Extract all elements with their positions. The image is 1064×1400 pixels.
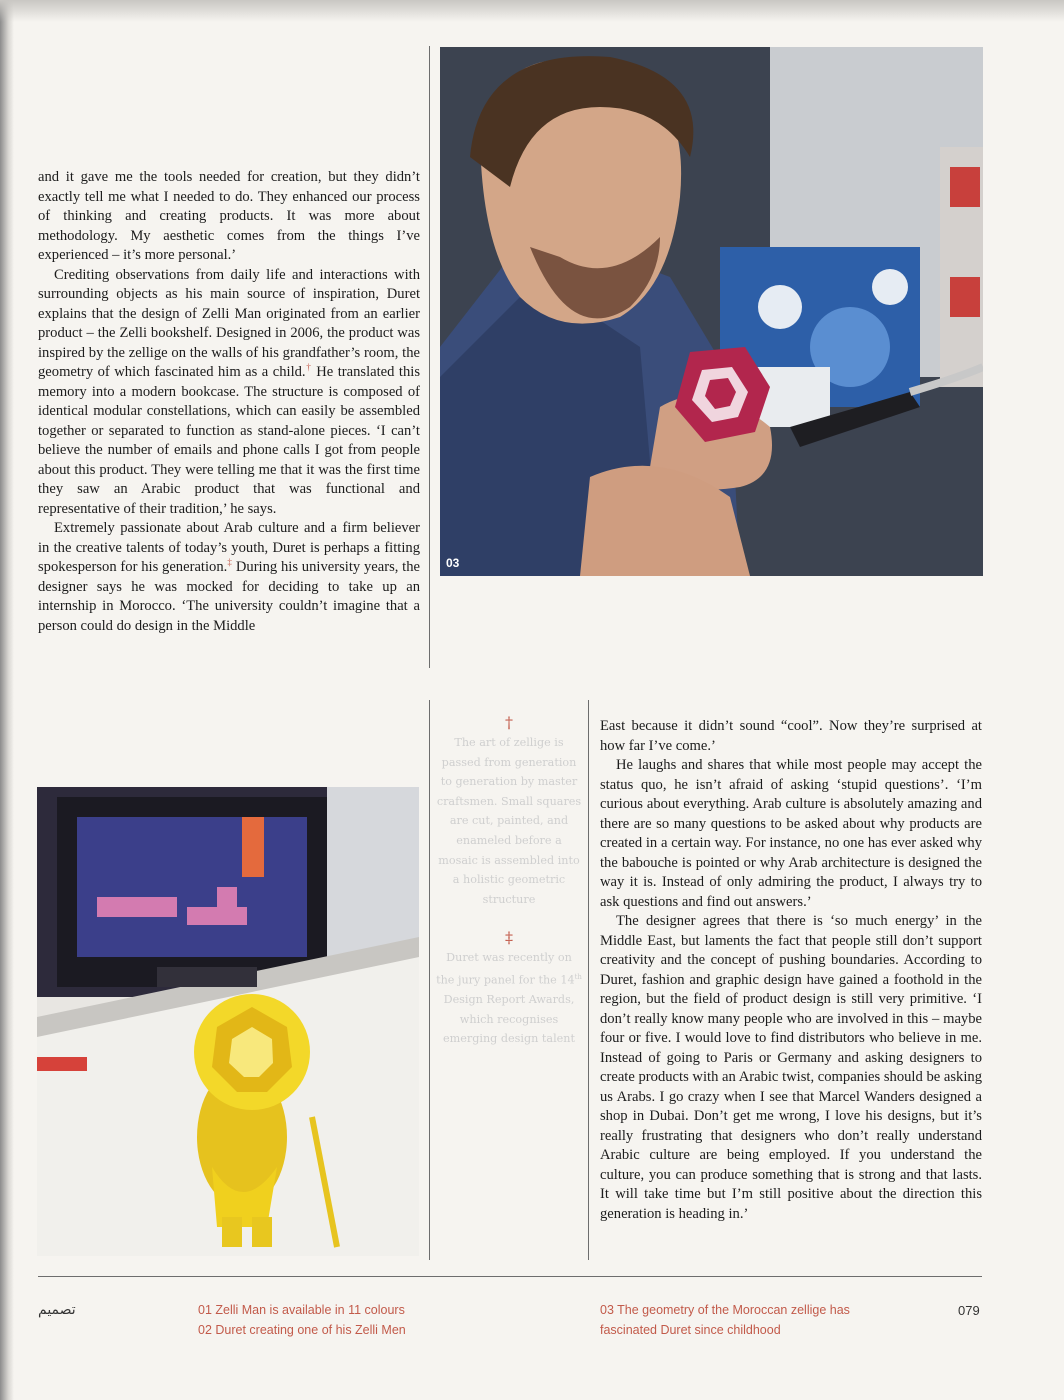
paragraph-4: East because it didn’t sound “cool”. Now they’re surprised at how far I’ve come.’ xyxy=(600,718,982,754)
paragraph-1: and it gave me the tools needed for creation, but they didn’t exactly tell me what I needed to do. They enhanced our process of thinking and creating products. It was more about methodology. My aesthetic comes from the things I’ve experienced – it’s more personal.’ xyxy=(38,169,420,263)
paragraph-2a: Crediting observations from daily life and interactions with surrounding objects as his main source of inspiration, Duret explains that the design of Zelli Man originated from an earlier product – the Zelli bookshelf. Designed in 2006, the product was inspired by the zellige on the walls of his grandfather’s room, the geometry of which fascinated him as a child. xyxy=(38,266,420,380)
side-note-2-text-a: Duret was recently on the jury panel for the 14 xyxy=(436,951,575,987)
article-column-left xyxy=(38,168,420,636)
caption-01: 01 Zelli Man is available in 11 colours xyxy=(198,1303,405,1317)
paragraph-2b: He translated this memory into a modern bookcase. The structure is composed of identical modular constellations, which can easily be assembled together or separated to function as stand-alone pieces. ‘I can’t believe the number of emails and phone calls I got from people about this product. They were telling me that it was the first time they saw an Arabic product that was functional and representative of their tradition,’ he says. xyxy=(38,364,420,517)
column-rule-middle-right xyxy=(588,700,589,1260)
paragraph-6: The designer agrees that there is ‘so much energy’ in the Middle East, but laments the fact that people still don’t support creativity and the concept of pushing boundaries. According to Duret, fashion and graphic design have gained a foothold in the region, but the field of product design is still very primitive. ‘I don’t really know many people who are involved in this – maybe four or five. I would love to find distributors who believe in me. Instead of going to Paris or Germany and asking designers to create products with an Arabic twist, companies should be asking us Arabs. I go crazy when I see that Marcel Wanders designed a shop in Dubai. Don’t get me wrong, I love his designs, but it’s really frustrating that designers who don’t really understand Arabic culture are being employed. If you understand the culture, you can produce something that is strong and that lasts. It will take time but I’m still positive about the direction this generation is heading in.’ xyxy=(600,913,982,1222)
side-note-2 xyxy=(436,928,582,1049)
side-note-2-sup: th xyxy=(574,972,582,981)
footnote-mark-double-dagger: ‡ xyxy=(227,557,233,568)
photo-number-03: 03 xyxy=(446,556,460,570)
caption-03: 03 The geometry of the Moroccan zellige has fascinated Duret since childhood xyxy=(600,1303,850,1337)
binding-shadow xyxy=(0,0,14,1400)
column-rule-middle-left xyxy=(429,700,430,1260)
side-note-1-mark: † xyxy=(505,713,513,732)
paragraph-3b: During his university years, the designer says he was mocked for deciding to take up an internship in Morocco. ‘The university couldn’t imagine that a person could do design in the Middle xyxy=(38,559,421,634)
photo-designer-at-work xyxy=(440,47,983,576)
photo-printer-illustration xyxy=(37,787,419,1256)
page-number: 079 xyxy=(958,1303,980,1318)
photo-designer-illustration xyxy=(440,47,983,576)
article-column-right xyxy=(600,717,982,1224)
paragraph-2 xyxy=(38,266,420,520)
footer-rule xyxy=(38,1276,982,1277)
photo-zelli-man-printer xyxy=(37,787,419,1256)
footnote-mark-dagger: † xyxy=(305,362,312,373)
side-note-2-mark: ‡ xyxy=(505,928,513,947)
paragraph-5: He laughs and shares that while most people may accept the status quo, he isn’t afraid of asking ‘stupid questions’. ‘I’m curious about everything. Arab culture is absolutely amazing and there are so many questions to be asked about why products are created in a certain way. For instance, no one has ever asked why the babouche is pointed or why Arab architecture is designed the way it is. Instead of only admiring the product, I always try to ask questions and find out answers.’ xyxy=(600,757,982,910)
section-title-arabic: تصميم xyxy=(38,1302,76,1318)
side-note-1-text: The art of zellige is passed from generation to generation by master craftsmen. Small squares are cut, painted, and enameled before a mosaic is assembled into a holistic geometric structure xyxy=(436,736,582,906)
paragraph-3a: Extremely passionate about Arab culture and a firm believer in the creative talents of today’s youth, Duret is perhaps a fitting spokesperson for his generation. xyxy=(38,520,420,575)
caption-02: 02 Duret creating one of his Zelli Men xyxy=(198,1323,406,1337)
paragraph-3 xyxy=(38,519,420,636)
column-rule-top xyxy=(429,46,430,668)
side-note-2-text-b: Design Report Awards, which recognises emerging design talent xyxy=(443,992,575,1046)
top-edge-shadow xyxy=(0,0,1064,22)
side-note-1 xyxy=(436,713,582,909)
caption-group-left xyxy=(198,1300,498,1340)
